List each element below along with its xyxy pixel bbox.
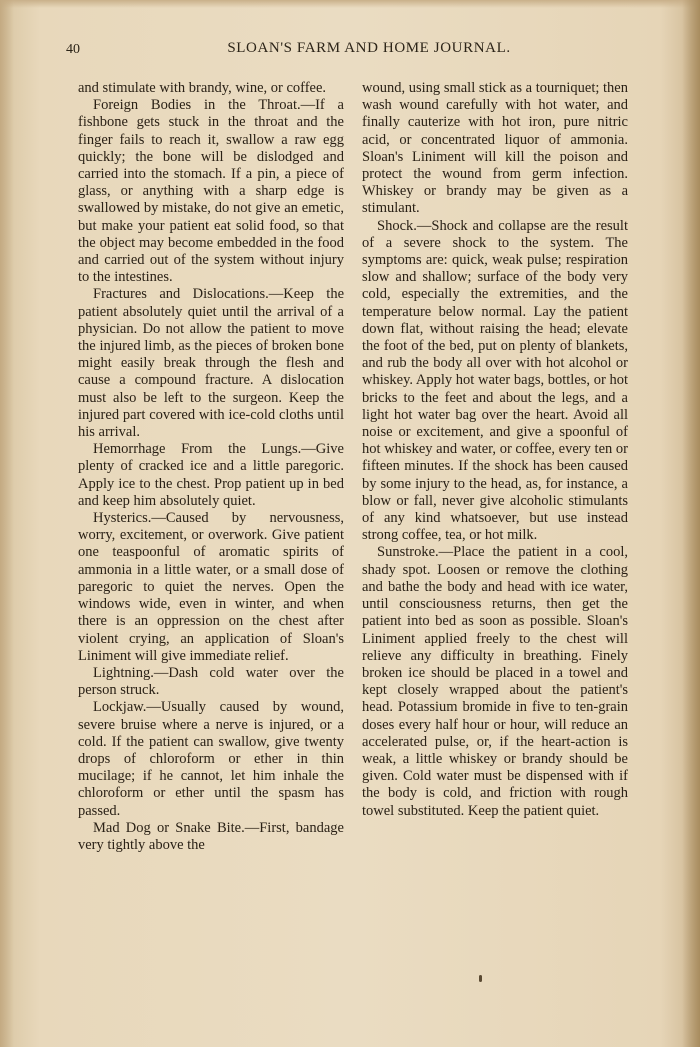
paragraph: Mad Dog or Snake Bite.—First, bandage very tightly above the bbox=[78, 819, 344, 853]
page-edge-top bbox=[0, 0, 700, 8]
paragraph: Foreign Bodies in the Throat.—If a fishbone gets stuck in the throat and the finger fails to reach it, swallow a raw egg quickly; the bone will be dislodged and carried into the stomach. If a pin, a piece of glass, or anything with a sharp edge is swallowed by mistake, do not give an emetic, but make your patient eat solid food, so that the object may become embedded in the food and carried out of the system without injury to the intestines. bbox=[78, 97, 344, 286]
paragraph: Fractures and Dislocations.—Keep the patient absolutely quiet until the arrival of a physician. Do not allow the patient to move the injured limb, as the pieces of broken bone might easily break through the flesh and cause a compound fracture. A dislocation must also be left to the surgeon. Keep the injured part covered with ice-cold cloths until his arrival. bbox=[78, 286, 344, 441]
page-edge-left bbox=[0, 0, 14, 1047]
paragraph: Sunstroke.—Place the patient in a cool, shady spot. Loosen or remove the clothing and bathe the body and head with ice water, until consciousness returns, then get the patient into bed as soon as possible. Sloan's Liniment applied freely to the chest will relieve any difficulty in breathing. Finely broken ice should be placed in a towel and kept closely wrapped about the patient's head. Potassium bromide in five to ten-grain doses every half hour or hour, will reduce an accelerated pulse, or, if the heart-action is weak, a little whiskey or brandy should be given. Cold water must be dispensed with if the body is cold, and friction with rough towel substituted. Keep the patient quiet. bbox=[362, 544, 628, 819]
page-edge-right bbox=[682, 0, 700, 1047]
paragraph: and stimulate with brandy, wine, or coffee. bbox=[78, 80, 327, 96]
paragraph: Shock.—Shock and collapse are the result of a severe shock to the system. The symptoms are: quick, weak pulse; respiration slow and shallow; surface of the body very cold, especially the extremities, and the temperature below normal. Lay the patient down flat, without raising the head; elevate the foot of the bed, put on plenty of blankets, and rub the body all over with hot alcohol or whiskey. Apply hot water bags, bottles, or hot bricks to the feet and about the legs, and a light hot water bag over the heart. Avoid all noise or excitement, and give a spoonful of hot whiskey and water, or coffee, every ten or fifteen minutes. If the shock has been caused by some injury to the head, as, for instance, a blow or fall, never give alcoholic stimulants of any kind whatsoever, but use instead strong coffee, tea, or hot milk. bbox=[362, 217, 628, 544]
paragraph: Lightning.—Dash cold water over the person struck. bbox=[78, 664, 344, 699]
left-column bbox=[78, 80, 344, 854]
page-number: 40 bbox=[66, 42, 80, 57]
paragraph: Hemorrhage From the Lungs.—Give plenty of cracked ice and a little paregoric. Apply ice to the chest. Prop patient up in bed and keep him absolutely quiet. bbox=[78, 441, 344, 509]
paragraph: Lockjaw.—Usually caused by wound, severe bruise where a nerve is injured, or a cold. If the patient can swallow, give twenty drops of chloroform or ether in thin mucilage; if he cannot, let him inhale the chloroform or ether until the spasm has passed. bbox=[78, 699, 344, 819]
ink-blot bbox=[479, 975, 482, 982]
paragraph: Hysterics.—Caused by nervousness, worry, excitement, or overwork. Give patient one teaspoonful of aromatic spirits of ammonia in a little water, or a small dose of paregoric to quiet the nerves. Open the windows wide, even in winter, and when there is an oppression on the chest after violent crying, an application of Sloan's Liniment will give immediate relief. bbox=[78, 510, 344, 664]
journal-title: SLOAN'S FARM AND HOME JOURNAL. bbox=[227, 40, 511, 56]
right-column bbox=[362, 80, 628, 820]
paragraph: wound, using small stick as a tourniquet; then wash wound carefully with hot water, and finally cauterize with hot iron, pure nitric acid, or concentrated liquor of ammonia. Sloan's Liniment will kill the poison and protect the wound from germ infection. Whiskey or brandy may be given as a stimulant. bbox=[362, 80, 628, 217]
page-header bbox=[66, 40, 642, 62]
